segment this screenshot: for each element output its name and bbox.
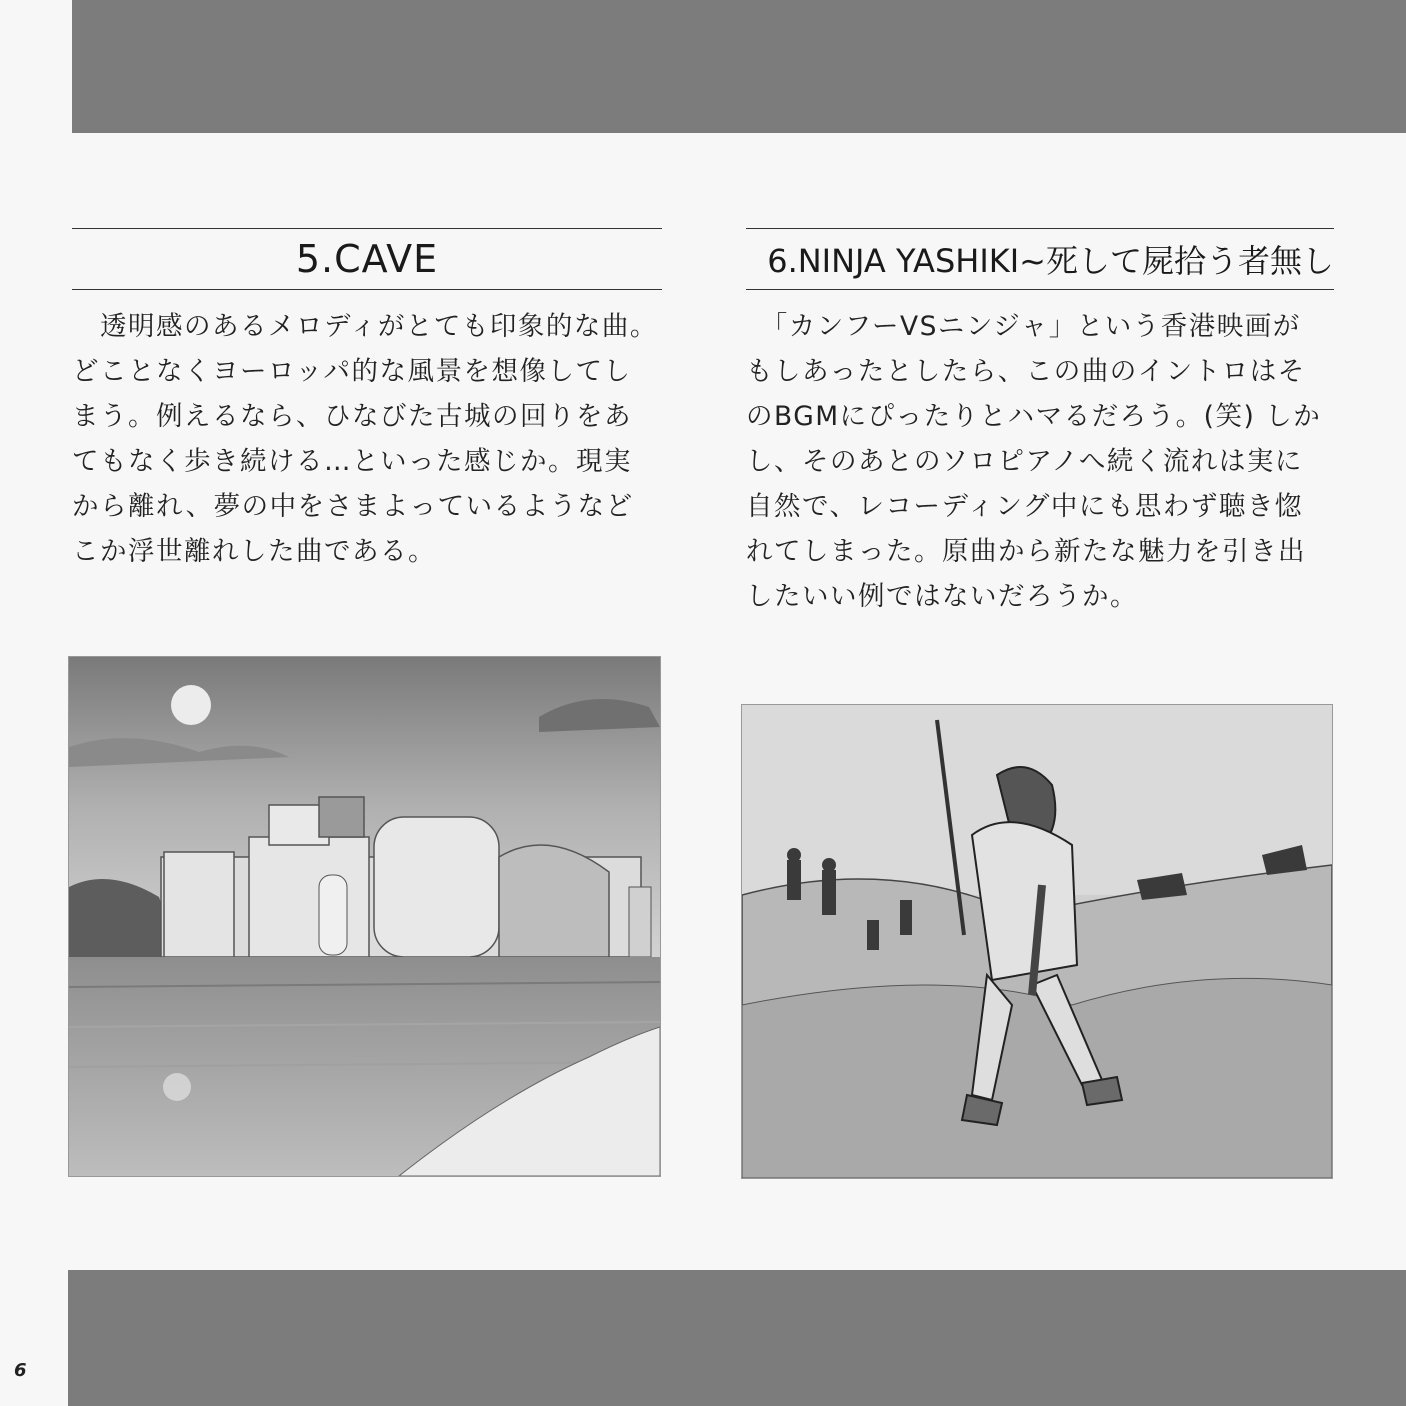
section-title: 5.CAVE xyxy=(295,237,439,281)
section-cave xyxy=(72,228,662,574)
section-body: 「カンフーVSニンジャ」という香港映画が もしあったとしたら、この曲のイントロはそ のBGMにぴったりとハマるだろう。(笑) しか し、そのあとのソロピアノへ続く流れは実に 自然で、レコーディング中にも思わず聴き惚 れてしまった。原曲から新たな魅力を引き出 したいい例ではないだろうか。 xyxy=(746,311,1322,612)
title-rule-bottom xyxy=(72,289,662,290)
section-ninja-yashiki xyxy=(746,228,1334,619)
ninja-illustration xyxy=(741,704,1333,1179)
castle-illustration xyxy=(68,656,661,1177)
bottom-gray-band xyxy=(68,1270,1406,1406)
section-title: 6.NINJA YASHIKI~死して屍拾う者無し xyxy=(767,242,1334,280)
ninja-scene-svg xyxy=(742,705,1332,1178)
moon xyxy=(171,685,211,725)
top-gray-band xyxy=(72,0,1406,133)
section-body: 透明感のあるメロディがとても印象的な曲。 どことなくヨーロッパ的な風景を想像してし まう。例えるなら、ひなびた古城の回りをあ てもなく歩き続ける…といった感じか。現実 から離れ、夢の中をさまよっているようなど こか浮世離れした曲である。 xyxy=(72,311,658,567)
title-rule-bottom xyxy=(746,289,1334,290)
castle-scene-svg xyxy=(69,657,660,1176)
page-number: 6 xyxy=(14,1360,27,1381)
